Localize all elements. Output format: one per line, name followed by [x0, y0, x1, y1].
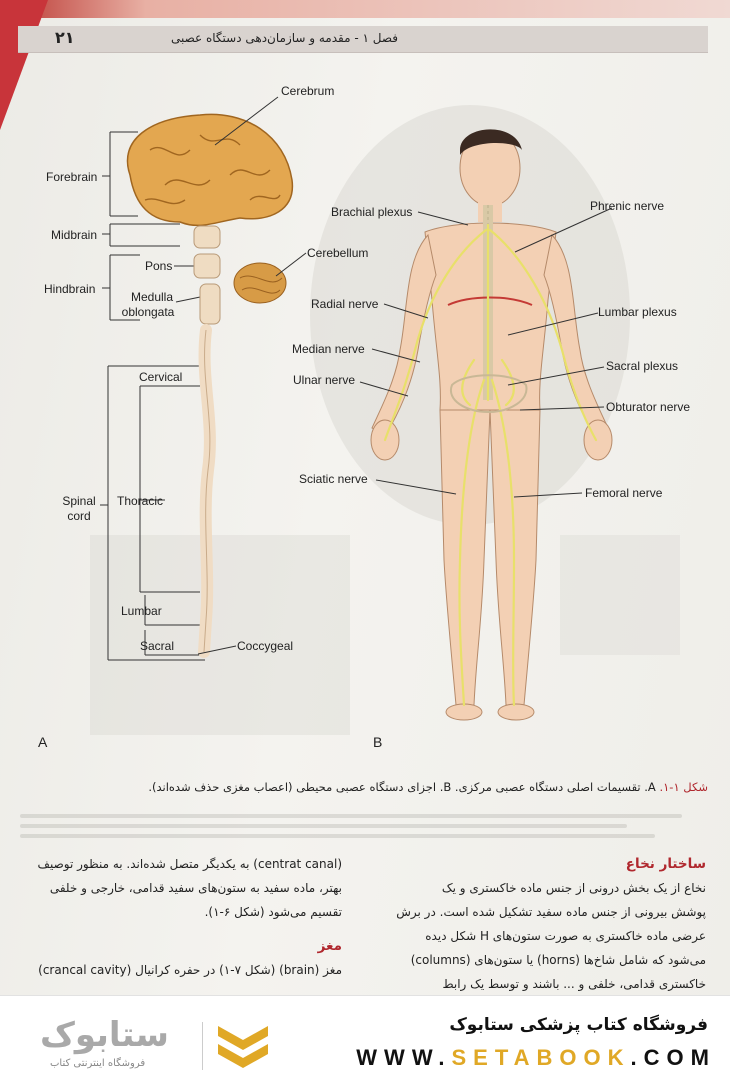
label-femoral-nerve: Femoral nerve: [585, 486, 663, 500]
paragraph-line: می‌شود که شامل شاخ‌ها (horns) یا ستون‌های (columns): [410, 953, 706, 967]
label-forebrain: Forebrain: [46, 170, 98, 184]
paragraph-line: (centrat canal) به یکدیگر متصل شده‌اند. به منظور توصیف: [37, 857, 342, 871]
paragraph-line: نخاع از یک بخش درونی از جنس ماده خاکستری و یک: [441, 881, 706, 895]
label-sciatic-nerve: Sciatic nerve: [299, 472, 368, 486]
label-brachial-plexus: Brachial plexus: [331, 205, 413, 219]
shop-url-link[interactable]: [356, 1045, 716, 1071]
body-column-left: [22, 852, 342, 982]
label-hindbrain: Hindbrain: [44, 282, 96, 296]
label-lumbar-plexus: Lumbar plexus: [598, 305, 677, 319]
panel-a-letter: A: [38, 734, 48, 750]
label-spinal: Spinal: [62, 494, 96, 508]
label-cord: cord: [67, 509, 91, 523]
label-thoracic: Thoracic: [117, 494, 164, 508]
paragraph-line: تقسیم می‌شود (شکل ۶-۱).: [204, 905, 342, 919]
page-number: ۲۱: [55, 28, 75, 47]
logo-divider: [202, 1022, 203, 1070]
paragraph-line: بهتر، ماده سفید به ستون‌های سفید قدامی، خارجی و خلفی: [49, 881, 342, 895]
label-cerebellum: Cerebellum: [307, 246, 369, 260]
label-ulnar-nerve: Ulnar nerve: [293, 373, 356, 387]
label-cerebrum: Cerebrum: [281, 84, 335, 98]
label-coccygeal: Coccygeal: [237, 639, 294, 653]
bleed-through-text: [20, 808, 710, 850]
label-oblongata: oblongata: [121, 305, 175, 319]
url-prefix: WWW.: [356, 1045, 452, 1070]
url-highlight: SETABOOK: [451, 1045, 631, 1070]
paragraph-line: مغز (brain) (شکل ۷-۱) در حفره کرانیال (crancal cavity): [38, 963, 342, 977]
label-median-nerve: Median nerve: [292, 342, 365, 356]
label-sacral: Sacral: [140, 639, 175, 653]
label-medulla: Medulla: [130, 290, 174, 304]
label-pons: Pons: [145, 259, 173, 273]
label-obturator-nerve: Obturator nerve: [606, 400, 691, 414]
panel-b-letter: B: [373, 734, 383, 750]
paragraph-line: پوشش بیرونی از جنس ماده سفید تشکیل شده است. در برش: [396, 905, 706, 919]
figure-caption: [18, 778, 708, 796]
label-lumbar: Lumbar: [121, 604, 162, 618]
paragraph-line: خاکستری قدامی، خلفی و ... باشند و توسط یک رابط: [442, 977, 706, 991]
caption-number: شکل ۱-۱.: [659, 780, 708, 794]
shop-name: فروشگاه کتاب پزشکی ستابوک: [449, 1015, 708, 1035]
paragraph-line: عرضی ماده خاکستری به صورت ستون‌های H شکل دیده: [425, 929, 706, 943]
cerebrum-shape: [127, 114, 292, 225]
label-cervical: Cervical: [139, 370, 183, 384]
url-suffix: .COM: [630, 1045, 716, 1070]
running-head: فصل ۱ - مقدمه و سازمان‌دهی دستگاه عصبی: [170, 31, 398, 45]
caption-text: A. تقسیمات اصلی دستگاه عصبی مرکزی. B. اجزای دستگاه عصبی محیطی (اعصاب مغزی حذف شده‌اند).: [148, 780, 656, 794]
logo-chevron-icon: [214, 1020, 272, 1072]
label-radial-nerve: Radial nerve: [311, 297, 379, 311]
label-phrenic-nerve: Phrenic nerve: [590, 199, 665, 213]
label-midbrain: Midbrain: [51, 228, 98, 242]
label-sacral-plexus: Sacral plexus: [606, 359, 679, 373]
logo-wordmark: ستابوک: [40, 1015, 169, 1055]
logo-tagline: فروشگاه اینترنتی کتاب: [50, 1058, 146, 1069]
section-heading-brain: مغز: [317, 938, 342, 954]
body-column-right: [376, 852, 706, 995]
section-heading-spinal-structure: ساختار نخاع: [625, 856, 706, 872]
